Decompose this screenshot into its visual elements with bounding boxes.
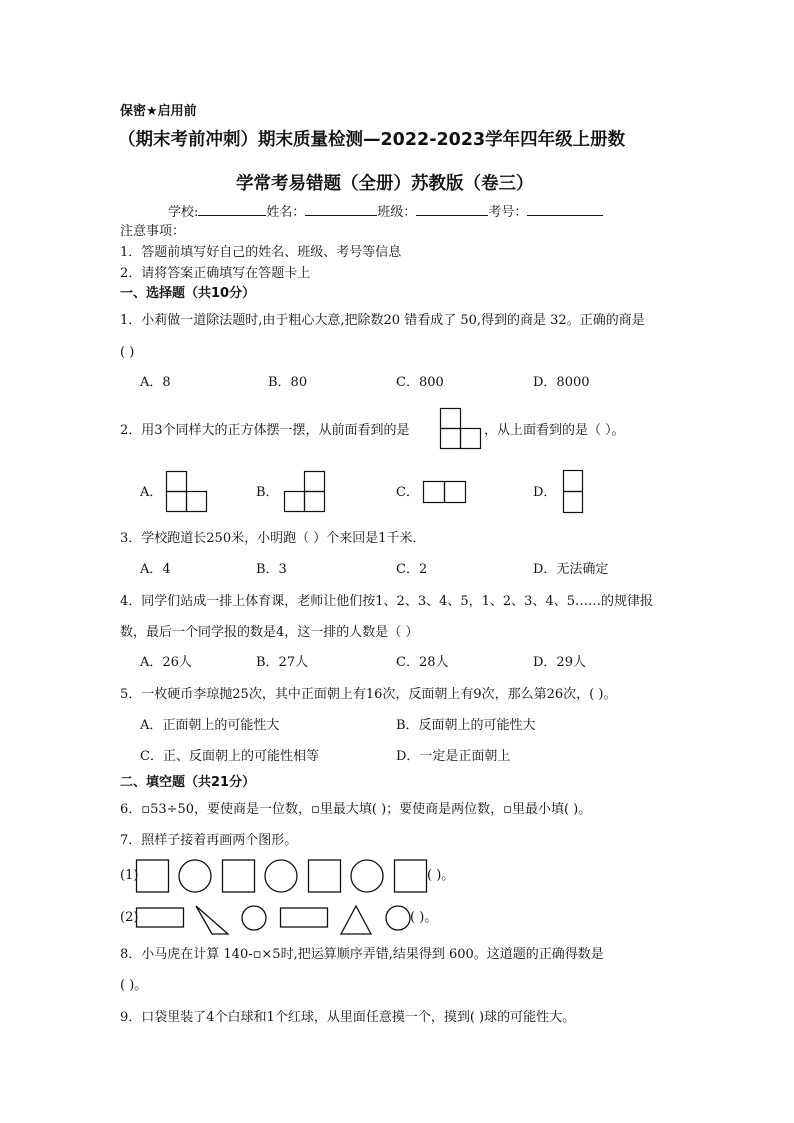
pattern-rectangle <box>281 908 328 927</box>
confidential-label: 保密★启用前 <box>120 104 197 119</box>
q2-option-d-figure[interactable] <box>563 470 585 514</box>
school-label: 学校: <box>168 205 199 220</box>
pattern-triangle <box>196 906 228 934</box>
section-heading-choice: 一、选择题（共10分） <box>120 286 256 301</box>
pattern-triangle <box>341 906 371 934</box>
q7-row2-answer[interactable]: ( )。 <box>410 910 438 925</box>
q3-option-b[interactable]: B．3 <box>256 562 287 577</box>
question-7-text: 7．照样子接着再画两个图形。 <box>120 833 298 848</box>
question-2-text-before: 2．用3个同样大的正方体摆一摆，从前面看到的是 <box>120 423 410 438</box>
class-label: 班级： <box>377 205 417 220</box>
q1-option-d[interactable]: D．8000 <box>533 375 590 390</box>
pattern-square <box>223 860 255 892</box>
q7-row1-label: (1) <box>120 868 139 883</box>
section-heading-fill: 二、填空题（共21分） <box>120 775 256 790</box>
q2-option-a-figure[interactable] <box>166 471 208 513</box>
notice-item-2: 2．请将答案正确填写在答题卡上 <box>120 266 311 281</box>
question-6-text: 6．▫53÷50，要使商是一位数，▫里最大填( )；要使商是两位数，▫里最小填( )。 <box>120 802 592 817</box>
q2-option-b-figure[interactable] <box>284 471 326 513</box>
q1-option-a[interactable]: A．8 <box>140 375 171 390</box>
q2-option-b-label[interactable]: B． <box>256 485 279 500</box>
pattern-circle <box>179 860 211 892</box>
q2-option-c-figure[interactable] <box>423 481 467 503</box>
pattern-circle <box>242 906 266 930</box>
q4-option-a[interactable]: A．26人 <box>140 655 192 670</box>
q1-option-b[interactable]: B．80 <box>268 375 308 390</box>
q3-option-a[interactable]: A．4 <box>140 562 171 577</box>
name-blank[interactable] <box>305 203 377 216</box>
question-2-text-after: ，从上面看到的是（ ）。 <box>484 423 625 438</box>
q2-option-d-label[interactable]: D． <box>533 485 557 500</box>
q3-option-d[interactable]: D．无法确定 <box>533 562 609 577</box>
student-info-line <box>168 203 603 221</box>
pattern-square <box>309 860 341 892</box>
q2-front-cube-bottom-right <box>461 429 481 449</box>
question-3-text: 3．学校跑道长250米，小明跑（ ）个来回是1千米． <box>120 531 426 546</box>
class-blank[interactable] <box>416 203 488 216</box>
pattern-circle <box>265 860 297 892</box>
q5-option-d[interactable]: D．一定是正面朝上 <box>396 749 511 764</box>
exam-no-blank[interactable] <box>527 203 603 216</box>
pattern-circle <box>351 860 383 892</box>
pattern-square <box>395 860 427 892</box>
q4-option-d[interactable]: D．29人 <box>533 655 586 670</box>
question-9-text: 9．口袋里装了4个白球和1个红球，从里面任意摸一个，摸到( )球的可能性大。 <box>120 1010 576 1025</box>
q2-front-cube-top <box>441 409 461 429</box>
q4-option-c[interactable]: C．28人 <box>396 655 449 670</box>
question-1-line1: 1．小莉做一道除法题时,由于粗心大意,把除数20 错看成了 50,得到的商是 32。正确的商是 <box>120 313 645 328</box>
exam-no-label: 考号： <box>488 205 528 220</box>
q1-option-c[interactable]: C．800 <box>396 375 444 390</box>
q5-option-a[interactable]: A．正面朝上的可能性大 <box>140 718 280 733</box>
q7-row2-label: (2) <box>120 910 139 925</box>
page-title-line2: 学常考易错题（全册）苏教版（卷三） <box>236 174 534 194</box>
school-blank[interactable] <box>198 203 266 216</box>
question-8-line2[interactable]: ( )。 <box>120 978 148 993</box>
q4-option-b[interactable]: B．27人 <box>256 655 309 670</box>
question-4-line1: 4．同学们站成一排上体育课，老师让他们按1、2、3、4、5，1、2、3、4、5……的规律报 <box>120 594 653 609</box>
question-4-line2: 数，最后一个同学报的数是4，这一排的人数是（ ） <box>120 625 419 640</box>
notice-heading: 注意事项： <box>120 224 186 239</box>
q2-option-a-label[interactable]: A． <box>140 485 163 500</box>
page-title-line1: （期末考前冲刺）期末质量检测—2022-2023学年四年级上册数 <box>118 130 626 150</box>
q2-front-view-figure <box>440 408 482 450</box>
notice-item-1: 1．答题前填写好自己的姓名、班级、考号等信息 <box>120 245 402 260</box>
q7-row1-pattern <box>136 858 432 894</box>
q5-option-b[interactable]: B．反面朝上的可能性大 <box>396 718 536 733</box>
pattern-rectangle <box>137 908 184 927</box>
q7-row2-pattern <box>136 900 416 936</box>
pattern-circle <box>386 906 410 930</box>
question-5-text: 5．一枚硬币李琼抛25次，其中正面朝上有16次，反面朝上有9次，那么第26次，( )。 <box>120 687 617 702</box>
name-label: 姓名： <box>266 205 306 220</box>
q3-option-c[interactable]: C．2 <box>396 562 428 577</box>
pattern-square <box>137 860 169 892</box>
q7-row1-answer[interactable]: ( )。 <box>427 868 455 883</box>
q2-front-cube-bottom-left <box>441 429 461 449</box>
question-1-line2: ( ) <box>120 345 135 360</box>
q2-option-c-label[interactable]: C． <box>396 485 419 500</box>
q5-option-c[interactable]: C．正、反面朝上的可能性相等 <box>140 749 319 764</box>
question-8-line1: 8．小马虎在计算 140-▫×5时,把运算顺序弄错,结果得到 600。这道题的正确得数是 <box>120 947 604 962</box>
